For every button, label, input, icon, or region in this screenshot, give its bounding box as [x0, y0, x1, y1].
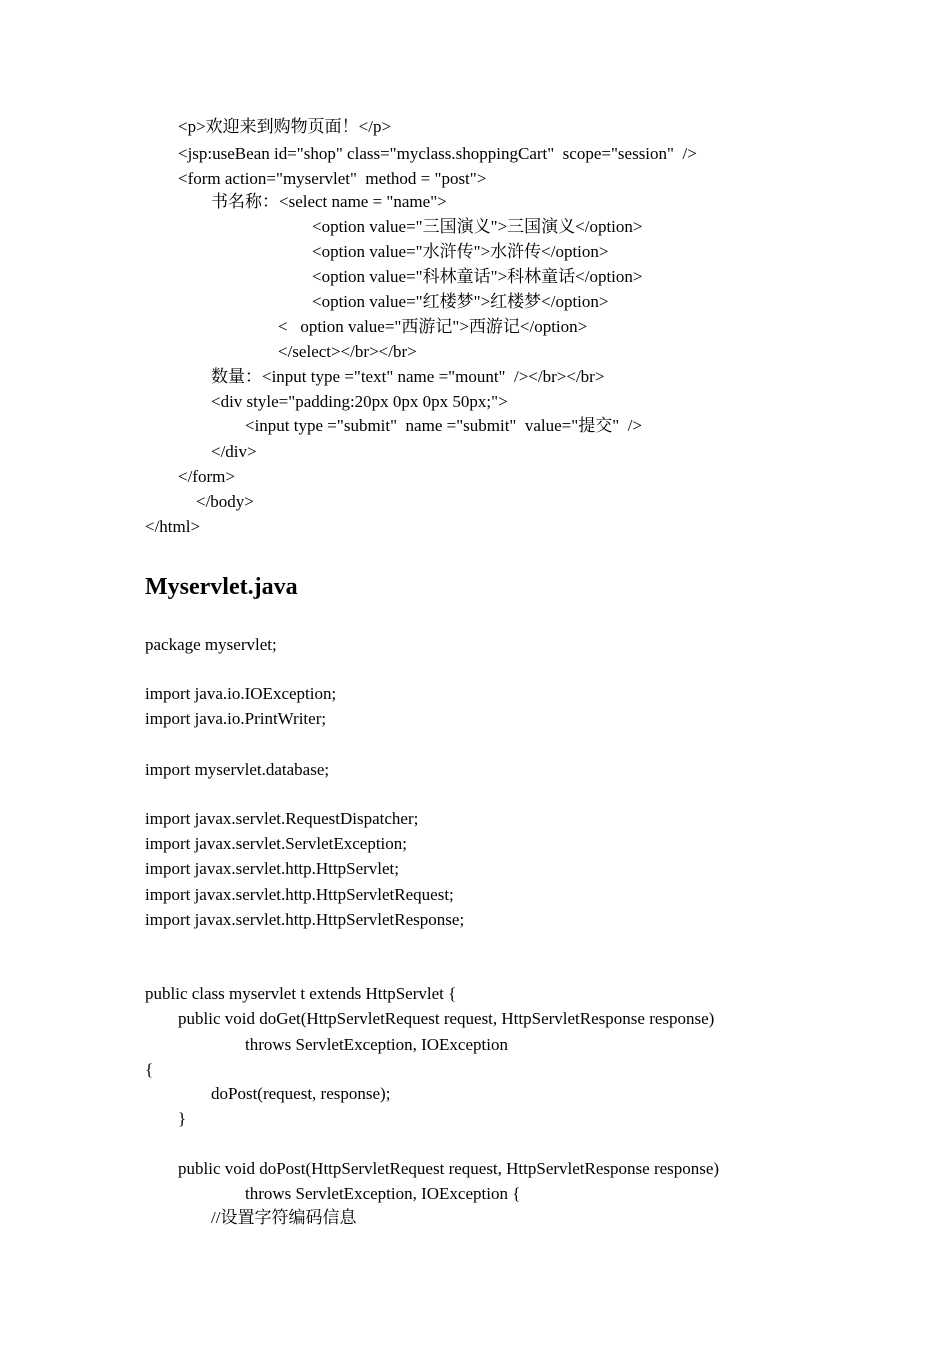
- code-line: </html>: [145, 517, 201, 536]
- code-line: import javax.servlet.http.HttpServlet;: [145, 859, 400, 878]
- code-line: <option value="水浒传">水浒传</option>: [312, 242, 609, 261]
- code-line: </select></br></br>: [278, 342, 417, 361]
- code-line: package myservlet;: [145, 635, 277, 654]
- code-line: <option value="三国演义">三国演义</option>: [312, 217, 643, 236]
- section-title: Myservlet.java: [145, 574, 298, 600]
- code-line: import javax.servlet.ServletException;: [145, 834, 408, 853]
- code-line: public void doGet(HttpServletRequest request, HttpServletResponse response): [178, 1009, 715, 1028]
- code-line: //设置字符编码信息: [211, 1208, 357, 1227]
- code-line: <option value="科林童话">科林童话</option>: [312, 267, 643, 286]
- code-line: <input type ="submit" name ="submit" value="提交" />: [245, 416, 642, 435]
- code-line: public void doPost(HttpServletRequest request, HttpServletResponse response): [178, 1159, 720, 1178]
- code-line: {: [145, 1060, 154, 1079]
- code-line: <form action="myservlet" method = "post">: [178, 169, 487, 188]
- code-line: <p>欢迎来到购物页面！</p>: [178, 117, 392, 136]
- code-line: import javax.servlet.http.HttpServletResponse;: [145, 910, 465, 929]
- code-line: import javax.servlet.http.HttpServletRequest;: [145, 885, 454, 904]
- code-line: doPost(request, response);: [211, 1084, 391, 1103]
- code-line: }: [178, 1109, 187, 1128]
- code-line: throws ServletException, IOException {: [245, 1184, 521, 1203]
- code-line: 书名称：<select name = "name">: [211, 192, 447, 211]
- code-line: < option value="西游记">西游记</option>: [278, 317, 588, 336]
- code-line: </div>: [211, 442, 257, 461]
- code-line: import java.io.IOException;: [145, 684, 337, 703]
- code-line: </body>: [196, 492, 254, 511]
- code-line: public class myservlet t extends HttpServlet {: [145, 984, 457, 1003]
- code-line: </form>: [178, 467, 235, 486]
- code-line: import myservlet.database;: [145, 760, 330, 779]
- code-line: import javax.servlet.RequestDispatcher;: [145, 809, 419, 828]
- code-line: throws ServletException, IOException: [245, 1035, 508, 1054]
- code-line: import java.io.PrintWriter;: [145, 709, 327, 728]
- code-line: <jsp:useBean id="shop" class="myclass.shoppingCart" scope="session" />: [178, 144, 697, 163]
- code-line: 数量：<input type ="text" name ="mount" /></br></br>: [211, 367, 605, 386]
- code-line: <div style="padding:20px 0px 0px 50px;">: [211, 392, 508, 411]
- code-line: <option value="红楼梦">红楼梦</option>: [312, 292, 609, 311]
